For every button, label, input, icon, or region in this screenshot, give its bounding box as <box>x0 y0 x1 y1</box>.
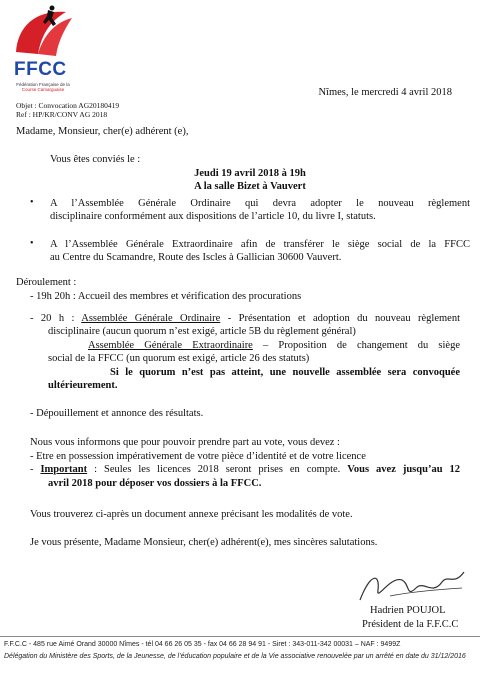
vote-item-2-line-2: avril 2018 pour déposer vos dossiers à la FFCC. <box>48 478 262 489</box>
deroulement-item-1: - 19h 20h : Accueil des membres et vérification des procurations <box>30 291 302 302</box>
annex-text: Vous trouverez ci-après un document annexe précisant les modalités de vote. <box>30 509 353 520</box>
vote-item-2-line-1 <box>30 463 460 476</box>
raseteur-emblem-icon <box>8 4 78 60</box>
bullet-1-line-1: A l’Assemblée Générale Ordinaire qui devra adopter le nouveau règlement <box>50 198 470 209</box>
deroulement-title: Déroulement : <box>16 277 77 288</box>
deroulement-item-2-line-4: social de la FFCC (un quorum est exigé, article 26 des statuts) <box>48 353 310 364</box>
vote-item-2-dash: - <box>30 464 41 475</box>
event-date: Jeudi 19 avril 2018 à 19h <box>194 168 306 179</box>
vote-item-1: - Etre en possession impérativement de votre pièce d’identité et de votre licence <box>30 451 366 462</box>
bullet-icon: • <box>30 197 34 208</box>
agenda-bullet-2 <box>30 238 470 264</box>
agenda-bullet-1 <box>30 197 470 223</box>
deroulement-item-2-line-1 <box>30 312 460 325</box>
deroulement-item-3: - Dépouillement et annonce des résultats. <box>30 408 204 419</box>
objet-line: Objet : Convocation AG20180419 <box>16 101 120 110</box>
important-label: Important <box>40 464 88 475</box>
date-line: Nîmes, le mercredi 4 avril 2018 <box>318 87 452 98</box>
age-label: Assemblée Générale Extraordinaire <box>88 340 253 351</box>
vote-intro: Nous vous informons que pour pouvoir prendre part au vote, vous devez : <box>30 437 340 448</box>
bullet-2-line-1: A l’Assemblée Générale Extraordinaire afin de transférer le siège social de la FFCC <box>50 239 470 250</box>
bullet-icon: • <box>30 238 34 249</box>
logo-subtitle-line-2: Course Camarguaise <box>21 87 65 92</box>
event-place: A la salle Bizet à Vauvert <box>194 181 306 192</box>
intro-text: Vous êtes conviés le : <box>50 154 141 165</box>
salutation: Madame, Monsieur, cher(e) adhérent (e), <box>16 126 189 137</box>
signatory-role: Président de la F.F.C.C <box>362 619 459 630</box>
logo-subtitle-line-1: Fédération Française de la <box>16 82 70 87</box>
logo-title: FFCC <box>14 59 67 80</box>
deroulement-item-2-line-6: ultérieurement. <box>48 380 118 391</box>
ago-rest: - Présentation et adoption du nouveau règlement <box>220 313 460 324</box>
footer-delegation: Délégation du Ministère des Sports, de la Jeunesse, de l’éducation populaire et de la Vie associative renouvelée par un arrêté en date du 31/12/2016 <box>4 653 466 660</box>
deroulement-item-2-line-3 <box>88 339 460 352</box>
ffcc-logo <box>8 4 78 94</box>
deadline-bold: Vous avez jusqu’au 12 <box>347 464 461 475</box>
logo-subtitle <box>8 82 78 92</box>
age-rest: – Proposition de changement du siège <box>252 340 460 351</box>
item-2-prefix: - 20 h : <box>30 313 82 324</box>
vote-item-2-rest: : Seules les licences 2018 seront prises en compte. <box>87 464 348 475</box>
deroulement-item-2-line-5: Si le quorum n’est pas atteint, une nouvelle assemblée sera convoquée <box>110 367 460 378</box>
signatory-name: Hadrien POUJOL <box>370 605 446 616</box>
footer-address: F.F.C.C - 485 rue Aimé Orand 30000 Nîmes - tél 04 66 26 05 35 - fax 04 66 28 94 91 - Siret : 343-011-342 00031 – NAF : 9499Z <box>4 641 401 648</box>
closing-text: Je vous présente, Madame Monsieur, cher(e) adhérent(e), mes sincères salutations. <box>30 537 378 548</box>
deroulement-item-2-line-2: disciplinaire (aucun quorum n’est exigé, article 5B du règlement général) <box>48 326 356 337</box>
bullet-1-line-2: disciplinaire conformément aux dispositions de l’article 10, du livre I, statuts. <box>50 211 376 222</box>
bullet-2-line-2: au Centre du Scamandre, Route des Iscles à Gallician 30600 Vauvert. <box>50 252 342 263</box>
ref-line: Ref : HP/KR/CONV AG 2018 <box>16 110 108 119</box>
footer-divider <box>0 636 480 637</box>
ago-label: Assemblée Générale Ordinaire <box>81 313 221 324</box>
